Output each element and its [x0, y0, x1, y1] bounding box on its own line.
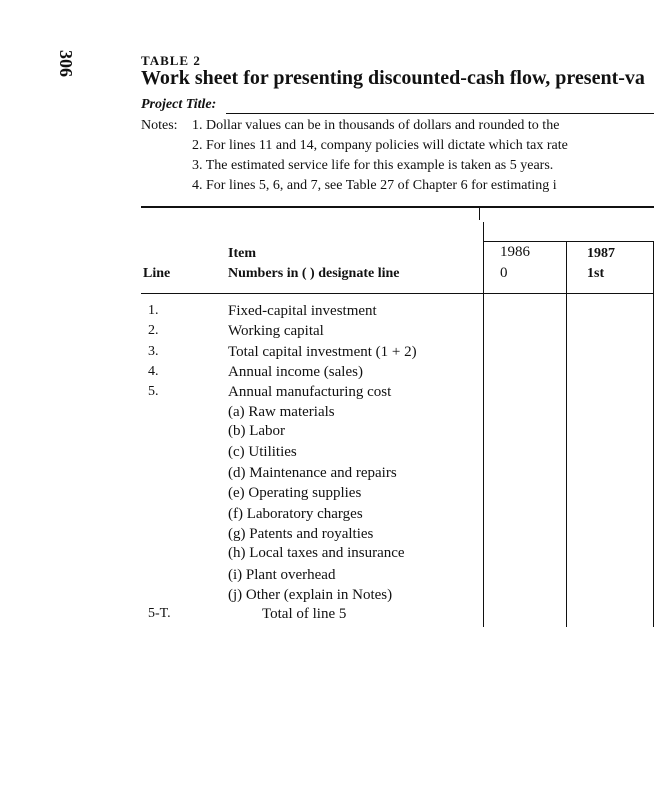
table-row-item: (b) Labor: [228, 423, 286, 439]
page-number: 306: [56, 50, 76, 77]
header-tick: [479, 206, 480, 220]
table-row-item: Total of line 5: [262, 606, 347, 622]
table-row-item: (f) Laboratory charges: [228, 506, 363, 522]
period-0: 0: [500, 265, 508, 281]
table-row-item: (a) Raw materials: [228, 404, 335, 420]
table-row-line: 3.: [148, 344, 159, 359]
table-title: Work sheet for presenting discounted-cash flow, present-va: [141, 67, 645, 89]
notes-label: Notes:: [141, 118, 178, 133]
year-1987: 1987: [587, 246, 615, 261]
table-row-item: Total capital investment (1 + 2): [228, 344, 417, 360]
table-row-item: (j) Other (explain in Notes): [228, 587, 393, 603]
table-row-line: 2.: [148, 323, 159, 338]
table-row-line: 5.: [148, 384, 159, 399]
table-row-item: Working capital: [228, 323, 324, 339]
table-label: TABLE 2: [141, 53, 201, 68]
table-row-item: Fixed-capital investment: [228, 303, 377, 319]
table-row-item: (h) Local taxes and insurance: [228, 545, 405, 561]
note-4: 4. For lines 5, 6, and 7, see Table 27 of Chapter 6 for estimating i: [192, 178, 557, 193]
year-header-rule: [483, 241, 654, 242]
table-row-item: Annual income (sales): [228, 364, 363, 380]
project-title-field: [226, 113, 654, 114]
table-row-item: (c) Utilities: [228, 444, 297, 460]
table-row-line: 4.: [148, 364, 159, 379]
item-column-header: Item: [228, 246, 256, 261]
line-column-header: Line: [143, 266, 171, 281]
table-row-line: 1.: [148, 303, 159, 318]
table-row-item: (g) Patents and royalties: [228, 526, 374, 542]
table-top-rule: [141, 206, 654, 208]
table-row-item: (e) Operating supplies: [228, 485, 362, 501]
table-row-line: 5-T.: [148, 606, 171, 621]
table-row-item: (d) Maintenance and repairs: [228, 465, 397, 481]
table-row-item: Annual manufacturing cost: [228, 384, 392, 400]
note-3: 3. The estimated service life for this example is taken as 5 years.: [192, 158, 554, 173]
table-row-item: (i) Plant overhead: [228, 567, 336, 583]
period-1st: 1st: [587, 266, 605, 281]
column-divider-1986: [483, 222, 484, 627]
project-title-label: Project Title:: [141, 97, 217, 112]
note-1: 1. Dollar values can be in thousands of dollars and rounded to the: [192, 118, 560, 133]
year-1986: 1986: [500, 244, 530, 260]
column-divider-1987: [566, 242, 567, 627]
item-column-subheader: Numbers in ( ) designate line: [228, 266, 400, 281]
header-bottom-rule: [141, 293, 654, 294]
note-2: 2. For lines 11 and 14, company policies will dictate which tax rate: [192, 138, 568, 153]
